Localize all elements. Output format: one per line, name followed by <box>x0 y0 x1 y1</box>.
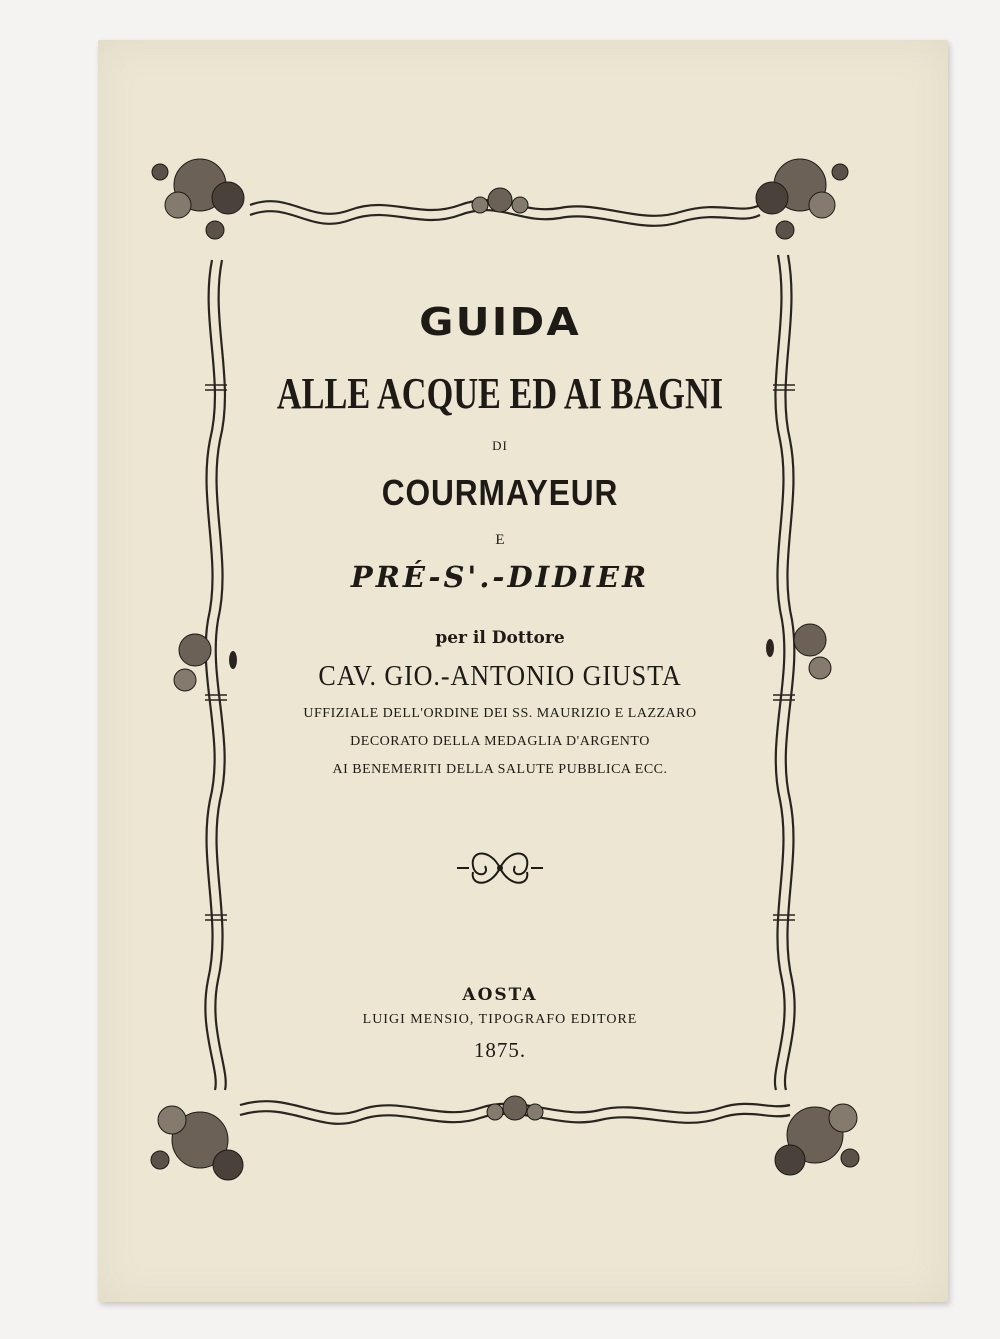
credential-line: UFFIZIALE DELL'ORDINE DEI SS. MAURIZIO E LAZZARO <box>303 706 697 721</box>
credential-line: DECORATO DELLA MEDAGLIA D'ARGENTO <box>350 734 650 749</box>
subtitle-e: E <box>495 532 505 548</box>
publication-year: 1875. <box>473 1038 527 1062</box>
publisher: LUIGI MENSIO, TIPOGRAFO EDITORE <box>362 1012 638 1027</box>
place-pre-saint-didier: PRÉ-S'.-DIDIER <box>350 560 650 594</box>
author-intro: per il Dottore <box>435 628 565 648</box>
author-name: CAV. GIO.-ANTONIO GIUSTA <box>318 660 682 692</box>
place-courmayeur: COURMAYEUR <box>381 472 619 513</box>
subtitle-di: DI <box>492 438 508 453</box>
book-title: GUIDA <box>419 300 581 344</box>
center-ornament-icon <box>455 838 545 898</box>
book-subtitle: ALLE ACQUE ED AI BAGNI <box>276 369 724 418</box>
publication-city: AOSTA <box>462 985 538 1005</box>
credential-line: AI BENEMERITI DELLA SALUTE PUBBLICA ECC. <box>332 762 668 777</box>
